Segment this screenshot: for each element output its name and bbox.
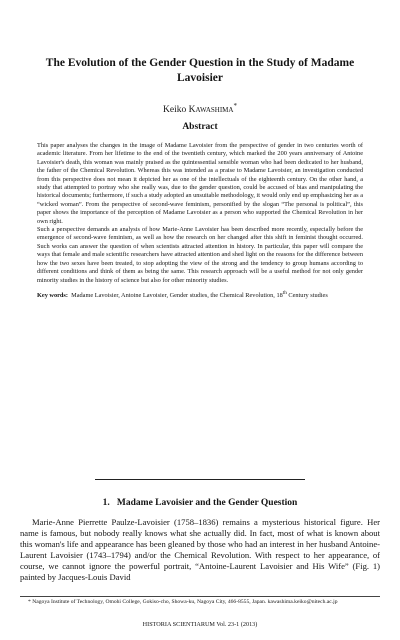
abstract-paragraph-1: This paper analyses the changes in the image of Madame Lavoisier from the perspective of gender in two centuries worth of academic literature. From her lifetime to the end of the twentieth century, which marked the 200 years anniversary of Antoine Lavoisier's death, this woman was mainly praised as the quintessential sensible woman who had been dedicated to her husband, the father of the Chemical Revolution. Whereas this was intended as a praise to Madame Lavoisier, an investigation conducted from this perspective does not mean it depicted her as one of the intellectuals of the eighteenth century. On the other hand, a study that attempted to portray who she really was, due to the gender question, could be accused of bias and manipulating the historical documents; furthermore, if such a study adopted an unsuitable methodology, it would only end up emphasizing her as a “wicked woman”. From the perspective of second-wave feminism, personified by the slogan “The personal is political”, this paper shows the importance of the perception of Madame Lavoisier as a person who supported the Chemical Revolution in her own right. [37,142,363,225]
author-line [0,100,400,116]
author-footnote-mark: * [233,102,237,110]
footnote-text: Nagoya Institute of Technology, Omohi College, Gokiso-cho, Showa-ku, Nagoya City, 466-8555, Japan. kawashima.keiko@nitech.ac.jp [32,599,338,605]
section-heading [0,497,400,509]
author-last-name: Kawashima [188,105,234,116]
footnote-mark: * [28,599,31,605]
author-first-name: Keiko [163,105,189,116]
keywords [37,289,363,301]
abstract-block [37,142,363,300]
journal-footer: HISTORIA SCIENTIARUM Vol. 23-1 (2013) [142,621,258,628]
paper-title: The Evolution of the Gender Question in the Study of Madame Lavoisier [45,57,355,84]
keywords-label: Key words: [37,292,68,299]
keywords-text: Madame Lavoisier, Antoine Lavoisier, Gender studies, the Chemical Revolution, 18 [71,292,283,299]
footnote [20,596,380,606]
abstract-heading: Abstract [182,122,218,132]
section-number: 1. [102,498,110,508]
section-title: Madame Lavoisier and the Gender Question [116,498,298,508]
body-paragraph: Marie-Anne Pierrette Paulze-Lavoisier (1758–1836) remains a mysterious historical figure. Her name is famous, but nobody really knows what she actually did. In fact, most of what is known about this woman's life and appearance has been gleaned by those who had an interest in her husband Antoine-Laurent Lavoisier (1743–1794) and/or the Chemical Revolution. With respect to her appearance, of course, we cannot ignore the powerful portrait, “Antoine-Laurent Lavoisier and His Wife” (Fig. 1) painted by Jacques-Louis David [20,517,380,582]
keywords-sup: th [282,289,287,296]
keywords-tail: Century studies [286,292,328,299]
section-divider [95,479,305,480]
abstract-paragraph-2: Such a perspective demands an analysis of how Marie-Anne Lavoisier has been described more recently, especially before the emergence of second-wave feminism, as well as how the research on her changed after this shift in feminist thought occurred. Such works can answer the question of when scientists attracted attention in history. In particular, this paper will compare the ways that female and male scientific researchers have attracted attention and shed light on the reasons for the difference between how the two sexes have been treated, to stop adopting the view of the strong and the tendency to group humans according to different conditions and think of them as being the same. This research approach will be a useful method for not only gender minority studies in the history of science but also for other minority studies. [37,226,363,284]
